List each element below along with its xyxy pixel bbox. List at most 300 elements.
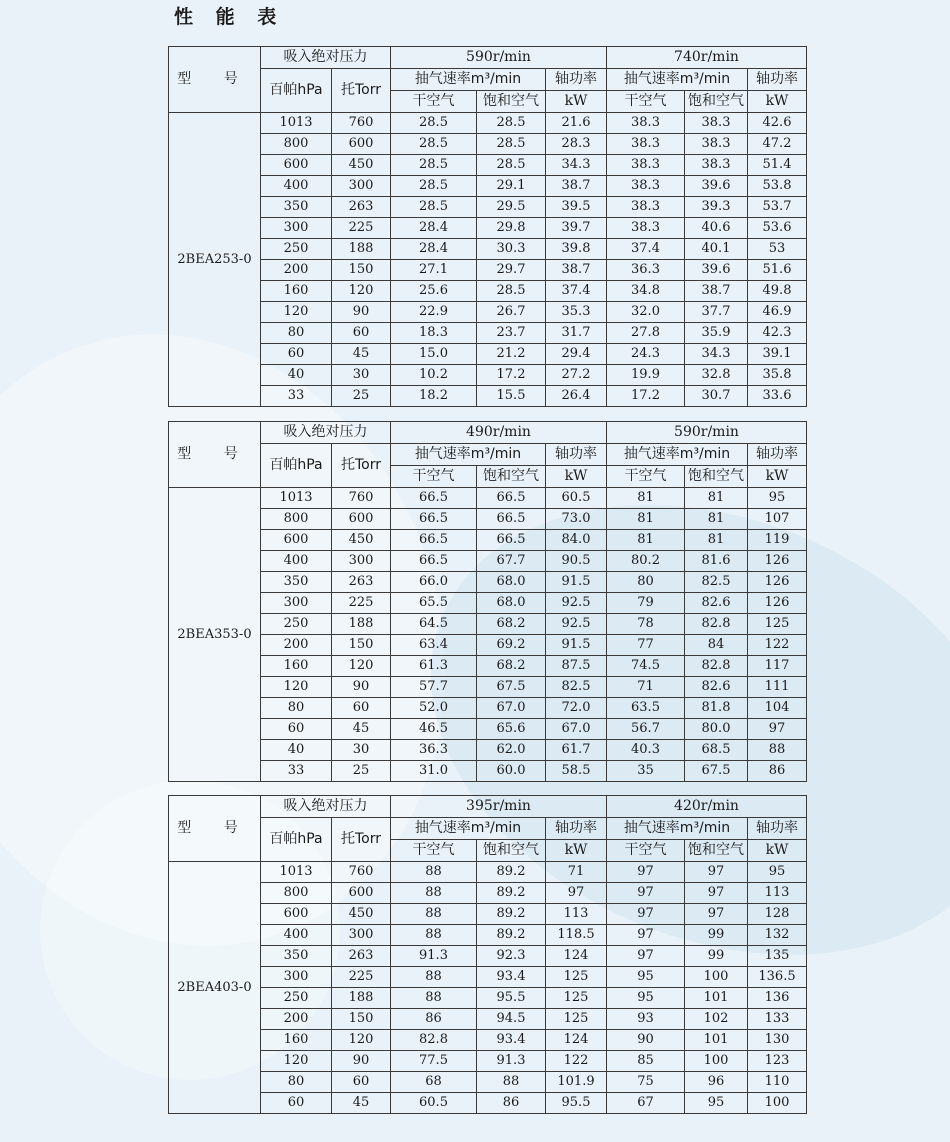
shaft-power-1: 82.5 bbox=[546, 677, 607, 698]
shaft-power-2: 113 bbox=[748, 883, 807, 904]
shaft-power-1: 125 bbox=[546, 988, 607, 1009]
saturated-air-speed-2: 39.6 bbox=[685, 176, 748, 197]
saturated-air-speed-1: 93.4 bbox=[477, 967, 546, 988]
dry-air-speed-2: 38.3 bbox=[607, 176, 685, 197]
table-row bbox=[169, 883, 807, 904]
table-row bbox=[169, 761, 807, 782]
saturated-air-speed-2: 82.8 bbox=[685, 614, 748, 635]
table-row bbox=[169, 1009, 807, 1030]
shaft-power-1: 29.4 bbox=[546, 344, 607, 365]
hpa-cell: 60 bbox=[261, 1093, 332, 1114]
dry-air-speed-2: 77 bbox=[607, 635, 685, 656]
shaft-power-2: 130 bbox=[748, 1030, 807, 1051]
saturated-air-header: 饱和空气 bbox=[477, 466, 546, 488]
saturated-air-speed-1: 29.5 bbox=[477, 197, 546, 218]
hpa-cell: 400 bbox=[261, 925, 332, 946]
dry-air-speed-1: 66.5 bbox=[391, 530, 477, 551]
shaft-power-2: 126 bbox=[748, 551, 807, 572]
shaft-power-1: 122 bbox=[546, 1051, 607, 1072]
dry-air-speed-1: 66.0 bbox=[391, 572, 477, 593]
saturated-air-speed-2: 38.3 bbox=[685, 113, 748, 134]
dry-air-speed-2: 97 bbox=[607, 946, 685, 967]
dry-air-speed-2: 71 bbox=[607, 677, 685, 698]
table-row bbox=[169, 323, 807, 344]
dry-air-speed-1: 22.9 bbox=[391, 302, 477, 323]
shaft-power-1: 73.0 bbox=[546, 509, 607, 530]
table-row bbox=[169, 488, 807, 509]
saturated-air-speed-1: 89.2 bbox=[477, 883, 546, 904]
shaft-power-2: 42.6 bbox=[748, 113, 807, 134]
shaft-power-1: 28.3 bbox=[546, 134, 607, 155]
saturated-air-speed-1: 60.0 bbox=[477, 761, 546, 782]
dry-air-speed-2: 63.5 bbox=[607, 698, 685, 719]
torr-cell: 300 bbox=[332, 925, 391, 946]
suction-pressure-header: 吸入绝对压力 bbox=[261, 796, 391, 818]
hpa-cell: 80 bbox=[261, 698, 332, 719]
saturated-air-speed-1: 89.2 bbox=[477, 862, 546, 883]
saturated-air-speed-2: 99 bbox=[685, 946, 748, 967]
torr-cell: 120 bbox=[332, 656, 391, 677]
dry-air-header: 干空气 bbox=[607, 840, 685, 862]
table-row bbox=[169, 218, 807, 239]
shaft-power-2: 47.2 bbox=[748, 134, 807, 155]
dry-air-speed-2: 79 bbox=[607, 593, 685, 614]
hpa-cell: 40 bbox=[261, 740, 332, 761]
hpa-cell: 40 bbox=[261, 365, 332, 386]
saturated-air-speed-1: 29.8 bbox=[477, 218, 546, 239]
torr-cell: 760 bbox=[332, 488, 391, 509]
table-row bbox=[169, 677, 807, 698]
saturated-air-speed-1: 23.7 bbox=[477, 323, 546, 344]
shaft-power-1: 124 bbox=[546, 1030, 607, 1051]
dry-air-speed-1: 28.5 bbox=[391, 197, 477, 218]
saturated-air-speed-1: 65.6 bbox=[477, 719, 546, 740]
torr-cell: 225 bbox=[332, 593, 391, 614]
saturated-air-speed-1: 89.2 bbox=[477, 904, 546, 925]
shaft-power-1: 91.5 bbox=[546, 572, 607, 593]
pumping-speed-header: 抽气速率m³/min bbox=[607, 69, 748, 91]
shaft-power-2: 107 bbox=[748, 509, 807, 530]
hpa-cell: 200 bbox=[261, 260, 332, 281]
saturated-air-speed-2: 80.0 bbox=[685, 719, 748, 740]
kw-unit-header: kW bbox=[546, 91, 607, 113]
shaft-power-2: 53 bbox=[748, 239, 807, 260]
torr-cell: 60 bbox=[332, 1072, 391, 1093]
dry-air-speed-2: 67 bbox=[607, 1093, 685, 1114]
header-row bbox=[169, 69, 807, 91]
kw-unit-header: kW bbox=[546, 466, 607, 488]
dry-air-speed-2: 97 bbox=[607, 904, 685, 925]
saturated-air-speed-2: 34.3 bbox=[685, 344, 748, 365]
shaft-power-2: 39.1 bbox=[748, 344, 807, 365]
dry-air-header: 干空气 bbox=[391, 840, 477, 862]
torr-cell: 90 bbox=[332, 677, 391, 698]
saturated-air-speed-2: 84 bbox=[685, 635, 748, 656]
dry-air-speed-1: 88 bbox=[391, 925, 477, 946]
saturated-air-speed-2: 100 bbox=[685, 967, 748, 988]
hpa-cell: 60 bbox=[261, 719, 332, 740]
hpa-cell: 350 bbox=[261, 572, 332, 593]
torr-cell: 600 bbox=[332, 134, 391, 155]
dry-air-speed-1: 28.4 bbox=[391, 218, 477, 239]
torr-cell: 90 bbox=[332, 302, 391, 323]
dry-air-speed-1: 10.2 bbox=[391, 365, 477, 386]
shaft-power-1: 118.5 bbox=[546, 925, 607, 946]
shaft-power-1: 84.0 bbox=[546, 530, 607, 551]
saturated-air-speed-2: 81 bbox=[685, 509, 748, 530]
saturated-air-speed-1: 29.7 bbox=[477, 260, 546, 281]
speed-header-1: 590r/min bbox=[391, 47, 607, 69]
pumping-speed-header: 抽气速率m³/min bbox=[607, 444, 748, 466]
dry-air-speed-2: 19.9 bbox=[607, 365, 685, 386]
kw-unit-header: kW bbox=[748, 466, 807, 488]
shaft-power-1: 67.0 bbox=[546, 719, 607, 740]
table-row bbox=[169, 176, 807, 197]
torr-header: 托Torr bbox=[332, 818, 391, 862]
saturated-air-speed-1: 68.2 bbox=[477, 614, 546, 635]
shaft-power-1: 39.7 bbox=[546, 218, 607, 239]
shaft-power-2: 126 bbox=[748, 593, 807, 614]
shaft-power-2: 42.3 bbox=[748, 323, 807, 344]
saturated-air-speed-2: 81 bbox=[685, 530, 748, 551]
dry-air-speed-2: 97 bbox=[607, 883, 685, 904]
table-row bbox=[169, 365, 807, 386]
speed-header-2: 740r/min bbox=[607, 47, 807, 69]
dry-air-speed-2: 90 bbox=[607, 1030, 685, 1051]
dry-air-speed-1: 28.5 bbox=[391, 155, 477, 176]
hpa-cell: 80 bbox=[261, 323, 332, 344]
torr-cell: 188 bbox=[332, 614, 391, 635]
shaft-power-2: 136.5 bbox=[748, 967, 807, 988]
hpa-cell: 350 bbox=[261, 946, 332, 967]
saturated-air-speed-1: 28.5 bbox=[477, 134, 546, 155]
model-name: 2BEA253-0 bbox=[169, 113, 261, 407]
dry-air-speed-2: 38.3 bbox=[607, 155, 685, 176]
shaft-power-header: 轴功率 bbox=[546, 444, 607, 466]
saturated-air-speed-2: 101 bbox=[685, 1030, 748, 1051]
hpa-header: 百帕hPa bbox=[261, 444, 332, 488]
torr-cell: 225 bbox=[332, 218, 391, 239]
dry-air-speed-2: 24.3 bbox=[607, 344, 685, 365]
hpa-cell: 200 bbox=[261, 1009, 332, 1030]
table-row bbox=[169, 1072, 807, 1093]
shaft-power-2: 95 bbox=[748, 862, 807, 883]
saturated-air-speed-1: 28.5 bbox=[477, 155, 546, 176]
suction-pressure-header: 吸入绝对压力 bbox=[261, 422, 391, 444]
shaft-power-1: 39.8 bbox=[546, 239, 607, 260]
shaft-power-2: 51.6 bbox=[748, 260, 807, 281]
hpa-cell: 600 bbox=[261, 904, 332, 925]
hpa-cell: 600 bbox=[261, 530, 332, 551]
saturated-air-speed-2: 97 bbox=[685, 904, 748, 925]
dry-air-speed-1: 28.5 bbox=[391, 176, 477, 197]
data-table bbox=[168, 795, 807, 1114]
shaft-power-1: 125 bbox=[546, 967, 607, 988]
table-row bbox=[169, 862, 807, 883]
saturated-air-speed-2: 101 bbox=[685, 988, 748, 1009]
shaft-power-1: 38.7 bbox=[546, 260, 607, 281]
shaft-power-2: 132 bbox=[748, 925, 807, 946]
shaft-power-2: 119 bbox=[748, 530, 807, 551]
saturated-air-header: 饱和空气 bbox=[477, 91, 546, 113]
dry-air-speed-1: 68 bbox=[391, 1072, 477, 1093]
shaft-power-2: 117 bbox=[748, 656, 807, 677]
dry-air-speed-2: 38.3 bbox=[607, 197, 685, 218]
shaft-power-2: 95 bbox=[748, 488, 807, 509]
saturated-air-speed-2: 95 bbox=[685, 1093, 748, 1114]
torr-cell: 120 bbox=[332, 1030, 391, 1051]
table-row bbox=[169, 635, 807, 656]
shaft-power-2: 133 bbox=[748, 1009, 807, 1030]
torr-cell: 450 bbox=[332, 530, 391, 551]
dry-air-speed-1: 18.2 bbox=[391, 386, 477, 407]
dry-air-speed-2: 27.8 bbox=[607, 323, 685, 344]
table-row bbox=[169, 530, 807, 551]
table-row bbox=[169, 344, 807, 365]
dry-air-speed-2: 97 bbox=[607, 925, 685, 946]
pumping-speed-header: 抽气速率m³/min bbox=[391, 818, 546, 840]
torr-cell: 263 bbox=[332, 946, 391, 967]
suction-pressure-header: 吸入绝对压力 bbox=[261, 47, 391, 69]
table-row bbox=[169, 1093, 807, 1114]
speed-header-2: 420r/min bbox=[607, 796, 807, 818]
header-row bbox=[169, 422, 807, 444]
table-row bbox=[169, 386, 807, 407]
dry-air-speed-1: 31.0 bbox=[391, 761, 477, 782]
hpa-cell: 350 bbox=[261, 197, 332, 218]
torr-cell: 60 bbox=[332, 698, 391, 719]
hpa-cell: 250 bbox=[261, 988, 332, 1009]
dry-air-speed-1: 82.8 bbox=[391, 1030, 477, 1051]
dry-air-speed-2: 75 bbox=[607, 1072, 685, 1093]
torr-cell: 90 bbox=[332, 1051, 391, 1072]
shaft-power-2: 35.8 bbox=[748, 365, 807, 386]
saturated-air-speed-2: 82.8 bbox=[685, 656, 748, 677]
table-row bbox=[169, 904, 807, 925]
model-header: 型 号 bbox=[169, 796, 261, 862]
saturated-air-speed-1: 67.5 bbox=[477, 677, 546, 698]
shaft-power-1: 27.2 bbox=[546, 365, 607, 386]
shaft-power-2: 136 bbox=[748, 988, 807, 1009]
saturated-air-speed-1: 88 bbox=[477, 1072, 546, 1093]
shaft-power-1: 92.5 bbox=[546, 614, 607, 635]
hpa-cell: 80 bbox=[261, 1072, 332, 1093]
header-row bbox=[169, 818, 807, 840]
saturated-air-speed-1: 91.3 bbox=[477, 1051, 546, 1072]
shaft-power-2: 122 bbox=[748, 635, 807, 656]
dry-air-header: 干空气 bbox=[607, 466, 685, 488]
dry-air-speed-2: 78 bbox=[607, 614, 685, 635]
shaft-power-header: 轴功率 bbox=[748, 818, 807, 840]
saturated-air-speed-1: 67.7 bbox=[477, 551, 546, 572]
saturated-air-speed-1: 28.5 bbox=[477, 113, 546, 134]
shaft-power-1: 31.7 bbox=[546, 323, 607, 344]
shaft-power-2: 88 bbox=[748, 740, 807, 761]
saturated-air-speed-1: 66.5 bbox=[477, 530, 546, 551]
shaft-power-1: 60.5 bbox=[546, 488, 607, 509]
shaft-power-1: 37.4 bbox=[546, 281, 607, 302]
table-row bbox=[169, 719, 807, 740]
dry-air-speed-2: 38.3 bbox=[607, 113, 685, 134]
header-row bbox=[169, 796, 807, 818]
saturated-air-speed-2: 40.6 bbox=[685, 218, 748, 239]
dry-air-speed-1: 52.0 bbox=[391, 698, 477, 719]
table-row bbox=[169, 740, 807, 761]
performance-table-2bea253 bbox=[168, 46, 807, 407]
table-row bbox=[169, 134, 807, 155]
saturated-air-speed-1: 26.7 bbox=[477, 302, 546, 323]
table-row bbox=[169, 281, 807, 302]
shaft-power-2: 104 bbox=[748, 698, 807, 719]
torr-cell: 30 bbox=[332, 740, 391, 761]
torr-cell: 450 bbox=[332, 155, 391, 176]
saturated-air-speed-1: 69.2 bbox=[477, 635, 546, 656]
torr-cell: 600 bbox=[332, 509, 391, 530]
hpa-cell: 300 bbox=[261, 967, 332, 988]
saturated-air-speed-2: 40.1 bbox=[685, 239, 748, 260]
table-row bbox=[169, 509, 807, 530]
hpa-cell: 250 bbox=[261, 239, 332, 260]
hpa-cell: 1013 bbox=[261, 488, 332, 509]
dry-air-header: 干空气 bbox=[391, 91, 477, 113]
performance-table-2bea403 bbox=[168, 795, 807, 1114]
saturated-air-speed-2: 38.7 bbox=[685, 281, 748, 302]
saturated-air-speed-1: 30.3 bbox=[477, 239, 546, 260]
shaft-power-1: 95.5 bbox=[546, 1093, 607, 1114]
shaft-power-2: 128 bbox=[748, 904, 807, 925]
shaft-power-2: 123 bbox=[748, 1051, 807, 1072]
torr-cell: 150 bbox=[332, 635, 391, 656]
table-row bbox=[169, 260, 807, 281]
table-row bbox=[169, 155, 807, 176]
dry-air-speed-1: 60.5 bbox=[391, 1093, 477, 1114]
torr-cell: 225 bbox=[332, 967, 391, 988]
saturated-air-speed-2: 67.5 bbox=[685, 761, 748, 782]
saturated-air-header: 饱和空气 bbox=[477, 840, 546, 862]
hpa-cell: 33 bbox=[261, 761, 332, 782]
model-name: 2BEA353-0 bbox=[169, 488, 261, 782]
torr-cell: 263 bbox=[332, 572, 391, 593]
shaft-power-2: 86 bbox=[748, 761, 807, 782]
shaft-power-header: 轴功率 bbox=[748, 69, 807, 91]
table-row bbox=[169, 988, 807, 1009]
torr-cell: 188 bbox=[332, 239, 391, 260]
torr-header: 托Torr bbox=[332, 444, 391, 488]
dry-air-speed-2: 95 bbox=[607, 967, 685, 988]
saturated-air-speed-1: 68.0 bbox=[477, 593, 546, 614]
shaft-power-1: 26.4 bbox=[546, 386, 607, 407]
table-row bbox=[169, 1051, 807, 1072]
model-header: 型 号 bbox=[169, 47, 261, 113]
saturated-air-speed-2: 39.6 bbox=[685, 260, 748, 281]
shaft-power-1: 38.7 bbox=[546, 176, 607, 197]
dry-air-speed-1: 27.1 bbox=[391, 260, 477, 281]
saturated-air-speed-1: 68.2 bbox=[477, 656, 546, 677]
hpa-cell: 300 bbox=[261, 593, 332, 614]
hpa-cell: 200 bbox=[261, 635, 332, 656]
dry-air-speed-1: 46.5 bbox=[391, 719, 477, 740]
saturated-air-speed-2: 35.9 bbox=[685, 323, 748, 344]
shaft-power-1: 90.5 bbox=[546, 551, 607, 572]
shaft-power-2: 97 bbox=[748, 719, 807, 740]
table-row bbox=[169, 113, 807, 134]
saturated-air-speed-2: 82.6 bbox=[685, 677, 748, 698]
dry-air-speed-2: 80 bbox=[607, 572, 685, 593]
shaft-power-2: 51.4 bbox=[748, 155, 807, 176]
table-row bbox=[169, 551, 807, 572]
torr-cell: 760 bbox=[332, 862, 391, 883]
shaft-power-1: 101.9 bbox=[546, 1072, 607, 1093]
saturated-air-header: 饱和空气 bbox=[685, 840, 748, 862]
model-name: 2BEA403-0 bbox=[169, 862, 261, 1114]
saturated-air-speed-1: 95.5 bbox=[477, 988, 546, 1009]
hpa-cell: 160 bbox=[261, 656, 332, 677]
dry-air-speed-2: 80.2 bbox=[607, 551, 685, 572]
hpa-cell: 160 bbox=[261, 281, 332, 302]
dry-air-speed-1: 25.6 bbox=[391, 281, 477, 302]
dry-air-speed-1: 88 bbox=[391, 883, 477, 904]
saturated-air-speed-2: 32.8 bbox=[685, 365, 748, 386]
shaft-power-header: 轴功率 bbox=[546, 69, 607, 91]
shaft-power-2: 53.6 bbox=[748, 218, 807, 239]
hpa-header: 百帕hPa bbox=[261, 69, 332, 113]
pumping-speed-header: 抽气速率m³/min bbox=[391, 69, 546, 91]
dry-air-speed-2: 36.3 bbox=[607, 260, 685, 281]
dry-air-speed-1: 57.7 bbox=[391, 677, 477, 698]
saturated-air-speed-2: 82.5 bbox=[685, 572, 748, 593]
dry-air-speed-1: 65.5 bbox=[391, 593, 477, 614]
dry-air-speed-2: 38.3 bbox=[607, 218, 685, 239]
dry-air-speed-2: 81 bbox=[607, 509, 685, 530]
saturated-air-speed-2: 97 bbox=[685, 862, 748, 883]
torr-cell: 30 bbox=[332, 365, 391, 386]
hpa-cell: 800 bbox=[261, 134, 332, 155]
hpa-cell: 250 bbox=[261, 614, 332, 635]
kw-unit-header: kW bbox=[748, 840, 807, 862]
saturated-air-header: 饱和空气 bbox=[685, 91, 748, 113]
header-row bbox=[169, 444, 807, 466]
hpa-cell: 400 bbox=[261, 176, 332, 197]
hpa-cell: 120 bbox=[261, 302, 332, 323]
table-row bbox=[169, 698, 807, 719]
page-title: 性 能 表 bbox=[174, 6, 285, 28]
dry-air-speed-1: 28.5 bbox=[391, 113, 477, 134]
dry-air-speed-2: 93 bbox=[607, 1009, 685, 1030]
dry-air-speed-2: 40.3 bbox=[607, 740, 685, 761]
shaft-power-2: 53.8 bbox=[748, 176, 807, 197]
shaft-power-1: 34.3 bbox=[546, 155, 607, 176]
torr-cell: 150 bbox=[332, 260, 391, 281]
shaft-power-2: 100 bbox=[748, 1093, 807, 1114]
hpa-cell: 400 bbox=[261, 551, 332, 572]
hpa-cell: 120 bbox=[261, 677, 332, 698]
table-row bbox=[169, 925, 807, 946]
table-row bbox=[169, 1030, 807, 1051]
shaft-power-1: 113 bbox=[546, 904, 607, 925]
saturated-air-speed-1: 68.0 bbox=[477, 572, 546, 593]
dry-air-speed-1: 86 bbox=[391, 1009, 477, 1030]
model-header: 型 号 bbox=[169, 422, 261, 488]
saturated-air-speed-2: 38.3 bbox=[685, 134, 748, 155]
saturated-air-speed-1: 15.5 bbox=[477, 386, 546, 407]
dry-air-speed-2: 97 bbox=[607, 862, 685, 883]
torr-cell: 188 bbox=[332, 988, 391, 1009]
dry-air-speed-2: 74.5 bbox=[607, 656, 685, 677]
dry-air-header: 干空气 bbox=[607, 91, 685, 113]
data-table bbox=[168, 46, 807, 407]
hpa-cell: 160 bbox=[261, 1030, 332, 1051]
speed-header-2: 590r/min bbox=[607, 422, 807, 444]
